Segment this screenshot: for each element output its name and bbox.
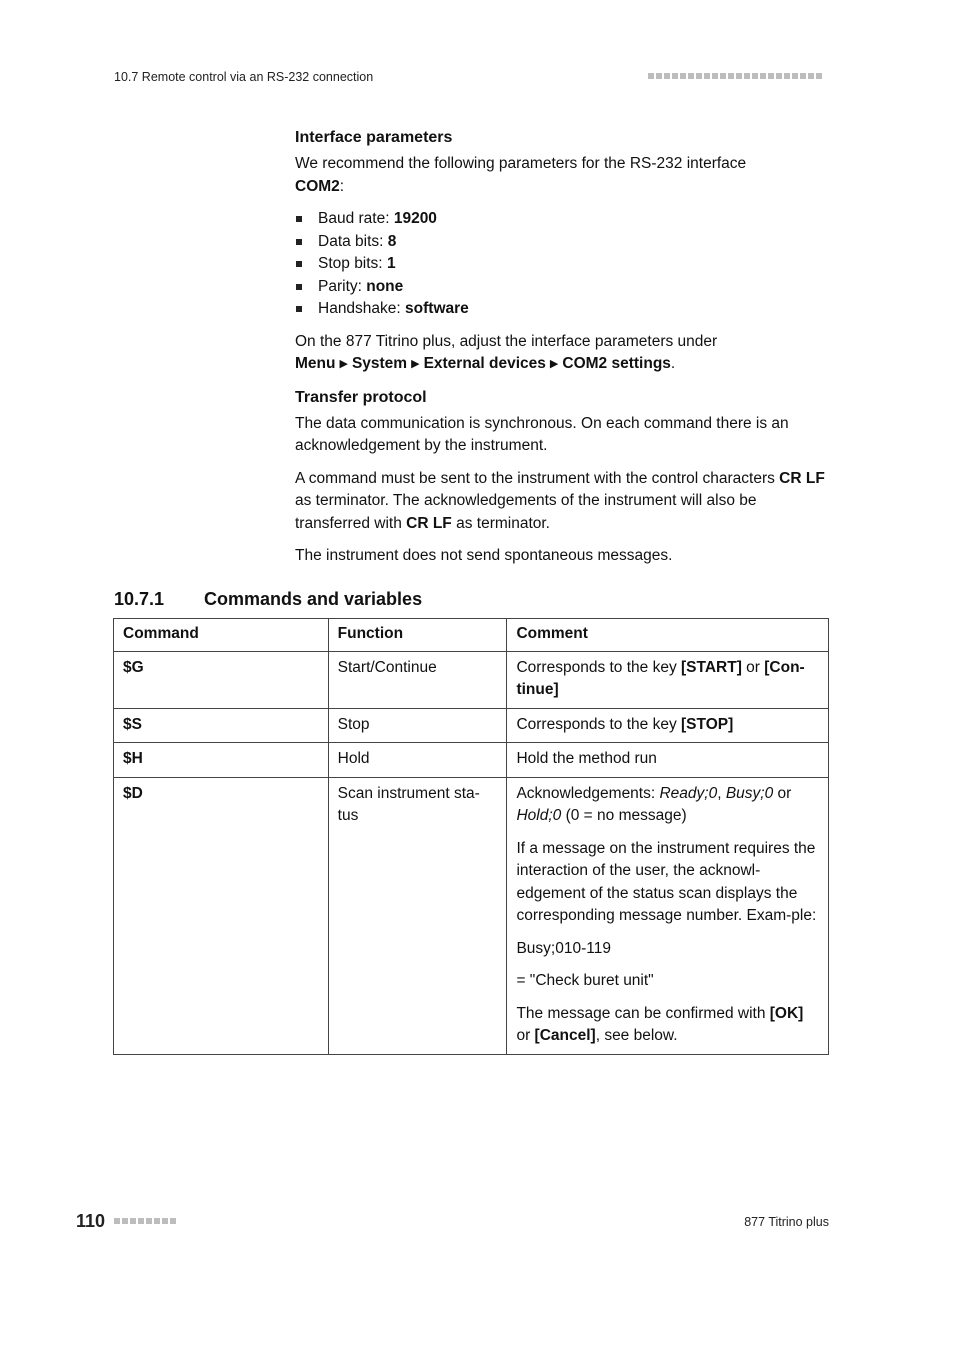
main-content xyxy=(295,127,835,578)
table-row xyxy=(114,651,829,708)
command-cell: $H xyxy=(114,743,329,778)
bullet-icon xyxy=(296,306,302,312)
command-cell: $S xyxy=(114,708,329,743)
column-header: Comment xyxy=(507,619,829,652)
table-header-row xyxy=(114,619,829,652)
list-item: Parity: none xyxy=(295,276,835,299)
transfer-protocol-heading: Transfer protocol xyxy=(295,388,427,406)
list-item: Data bits: 8 xyxy=(295,231,835,254)
command-cell: $G xyxy=(114,651,329,708)
arrow-right-icon: ▶ xyxy=(549,358,559,370)
commands-table xyxy=(113,618,829,1055)
arrow-right-icon: ▶ xyxy=(339,358,348,370)
section-title: Commands and variables xyxy=(204,589,423,609)
page-number: 110 xyxy=(76,1211,106,1231)
list-item: Handshake: software xyxy=(295,298,835,321)
table-row xyxy=(114,708,829,743)
footer-product-name: 877 Titrino plus xyxy=(744,1215,829,1229)
list-item: Baud rate: 19200 xyxy=(295,208,835,231)
transfer-paragraph-3: The instrument does not send spontaneous messages. xyxy=(295,547,673,564)
command-cell: $D xyxy=(114,777,329,1054)
bullet-icon xyxy=(296,284,302,290)
column-header: Function xyxy=(328,619,507,652)
bullet-icon xyxy=(296,216,302,222)
section-number: 10.7.1 xyxy=(114,589,165,609)
interface-parameters-heading: Interface parameters xyxy=(295,129,453,146)
parameter-list xyxy=(295,208,835,321)
header-dots-decoration xyxy=(648,73,822,79)
interface-intro: We recommend the following parameters for the RS-232 interface COM2: xyxy=(295,155,747,195)
arrow-right-icon: ▶ xyxy=(411,358,420,370)
com-port: COM2 xyxy=(295,177,340,195)
transfer-paragraph-1: The data communication is synchronous. On each command there is an acknowledgement by the instrument. xyxy=(295,414,789,454)
function-cell: Hold xyxy=(328,743,507,778)
function-cell: Start/Continue xyxy=(328,651,507,708)
bullet-icon xyxy=(296,239,302,245)
column-header: Command xyxy=(114,619,329,652)
function-cell: Stop xyxy=(328,708,507,743)
table-row xyxy=(114,743,829,778)
function-cell: Scan instrument sta-tus xyxy=(328,777,507,1054)
table-row xyxy=(114,777,829,1054)
footer-dots-decoration xyxy=(114,1218,176,1224)
bullet-icon xyxy=(296,261,302,267)
comment-cell: Hold the method run xyxy=(507,743,829,778)
menu-path: Menu ▶ System ▶ External devices ▶ COM2 settings xyxy=(295,355,671,372)
header-section-title: 10.7 Remote control via an RS-232 connection xyxy=(114,70,374,84)
adjust-instructions: On the 877 Titrino plus, adjust the interface parameters under Menu ▶ System ▶ External devices ▶ COM2 settings. xyxy=(295,332,718,372)
list-item: Stop bits: 1 xyxy=(295,253,835,276)
comment-cell: Corresponds to the key [STOP] xyxy=(507,708,829,743)
comment-cell: Corresponds to the key [START] or [Con-tinue] xyxy=(507,651,829,708)
transfer-paragraph-2: A command must be sent to the instrument with the control characters CR LF as terminator. The acknowledgements of the instrument will also be transferred with CR LF as terminator. xyxy=(295,469,825,532)
comment-cell: Acknowledgements: Ready;0, Busy;0 or Hold;0 (0 = no message) If a message on the instrument requires the interaction of the user, the acknowl-edgement of the status scan displays the corresponding message number. Exam-ple: Busy;010-119 = "Check buret unit" The message can be confirmed with [OK] or [Cancel], see below. xyxy=(507,777,829,1054)
section-heading xyxy=(114,589,422,610)
